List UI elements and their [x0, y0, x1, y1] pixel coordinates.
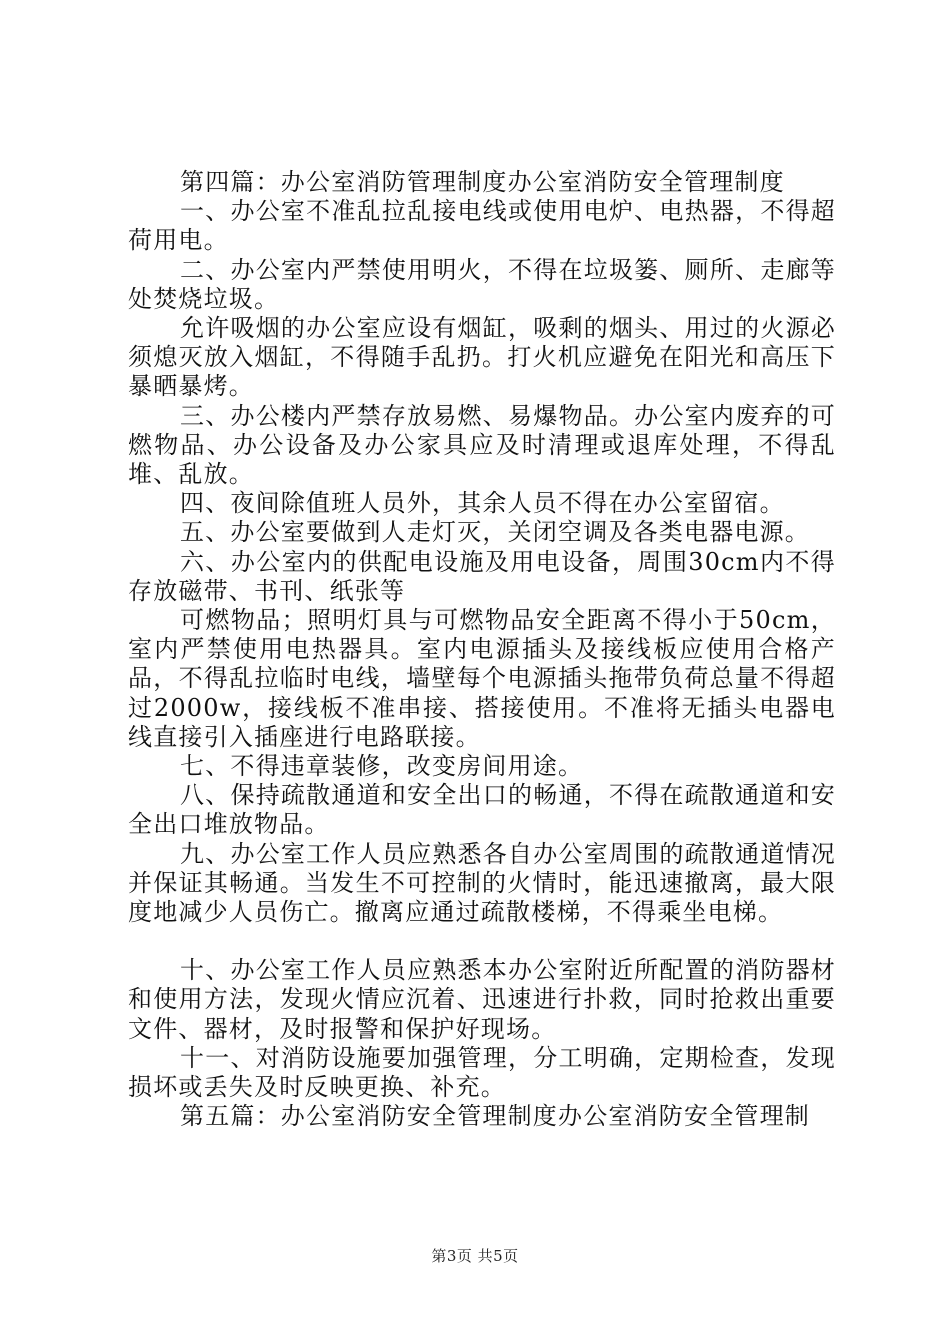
paragraph-rule-5: 五、办公室要做到人走灯灭，关闭空调及各类电器电源。 [180, 518, 810, 547]
paragraph-rule-9: 九、办公室工作人员应熟悉各自办公室周围的疏散通道情况并保证其畅通。当发生不可控制的火情时，能迅速撤离，最大限度地减少人员伤亡。撤离应通过疏散楼梯，不得乘坐电梯。 [128, 839, 836, 927]
paragraph-rule-6-continued: 可燃物品；照明灯具与可燃物品安全距离不得小于50cm，室内严禁使用电热器具。室内电源插头及接线板应使用合格产品，不得乱拉临时电线，墙壁每个电源插头拖带负荷总量不得超过2000w，接线板不准串接、搭接使用。不准将无插头电器电线直接引入插座进行电路联接。 [128, 606, 836, 751]
paragraph-rule-2: 二、办公室内严禁使用明火，不得在垃圾篓、厕所、走廊等处焚烧垃圾。 [128, 255, 836, 313]
paragraph-rule-7: 七、不得违章装修，改变房间用途。 [180, 752, 584, 781]
paragraph-rule-6: 六、办公室内的供配电设施及用电设备，周围30cm内不得存放磁带、书刊、纸张等 [128, 547, 836, 605]
paragraph-rule-4: 四、夜间除值班人员外，其余人员不得在办公室留宿。 [180, 489, 785, 518]
document-body [128, 168, 836, 1132]
paragraph-heading-4: 第四篇：办公室消防管理制度办公室消防安全管理制度 [180, 168, 785, 196]
paragraph-rule-1: 一、办公室不准乱拉乱接电线或使用电炉、电热器，不得超荷用电。 [128, 197, 836, 255]
paragraph-rule-11: 十一、对消防设施要加强管理，分工明确，定期检查，发现损坏或丢失及时反映更换、补充。 [128, 1043, 836, 1102]
paragraph-smoking-note: 允许吸烟的办公室应设有烟缸，吸剩的烟头、用过的火源必须熄灭放入烟缸，不得随手乱扔。打火机应避免在阳光和高压下暴晒暴烤。 [128, 314, 836, 401]
paragraph-rule-8: 八、保持疏散通道和安全出口的畅通，不得在疏散通道和安全出口堆放物品。 [128, 781, 836, 839]
paragraph-rule-10: 十、办公室工作人员应熟悉本办公室附近所配置的消防器材和使用方法，发现火情应沉着、迅速进行扑救，同时抢救出重要文件、器材，及时报警和保护好现场。 [128, 956, 836, 1043]
paragraph-heading-5: 第五篇：办公室消防安全管理制度办公室消防安全管理制 [180, 1102, 810, 1131]
page-number-footer: 第3页 共5页 [431, 1247, 519, 1265]
paragraph-rule-3: 三、办公楼内严禁存放易燃、易爆物品。办公室内废弃的可燃物品、办公设备及办公家具应及时清理或退库处理，不得乱堆、乱放。 [128, 401, 836, 489]
paragraph-spacer [128, 927, 836, 956]
